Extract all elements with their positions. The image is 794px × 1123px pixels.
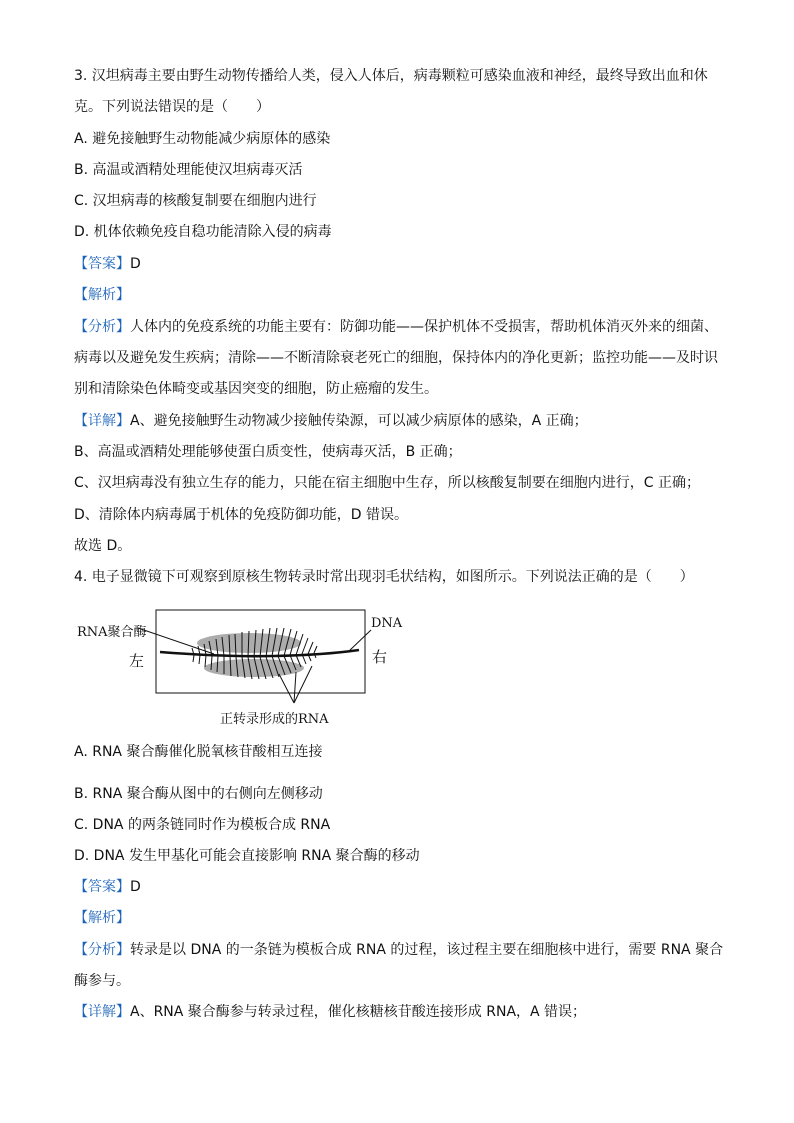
label-rna: 正转录形成的RNA — [220, 712, 329, 727]
q3-xiangjie-d: D、清除体内病毒属于机体的免疫防御功能，D 错误。 — [74, 507, 409, 523]
q4-xiangjie-a — [74, 1002, 586, 1022]
q3-stem-line1: 3. 汉坦病毒主要由野生动物传播给人类，侵入人体后，病毒颗粒可感染血液和神经，最终导致出血和休 — [74, 68, 708, 84]
answer-tag: 【答案】 — [74, 879, 130, 895]
q4-fenxi-line1 — [74, 940, 723, 960]
q3-xiangjie-b: B、高温或酒精处理能够使蛋白质变性，使病毒灭活，B 正确； — [74, 444, 462, 460]
q3-option-c: C. 汉坦病毒的核酸复制要在细胞内进行 — [74, 193, 317, 209]
q3-option-a: A. 避免接触野生动物能减少病原体的感染 — [74, 131, 331, 147]
dna-leader — [349, 630, 371, 651]
analysis-tag: 【解析】 — [74, 287, 130, 303]
analysis-tag: 【解析】 — [74, 910, 130, 926]
xiangjie-tag: 【详解】 — [74, 1004, 130, 1020]
q3-conclusion: 故选 D。 — [74, 538, 132, 554]
fenxi-tag: 【分析】 — [74, 319, 130, 335]
rna-leader-2 — [294, 672, 296, 703]
answer-value: D — [130, 879, 141, 895]
q3-answer — [74, 254, 141, 274]
q3-fenxi-line3: 别和清除染色体畸变或基因突变的细胞，防止癌瘤的发生。 — [74, 381, 438, 397]
q4-option-c: C. DNA 的两条链同时作为模板合成 RNA — [74, 817, 331, 833]
xiangjie-text: A、避免接触野生动物减少接触传染源，可以减少病原体的感染，A 正确； — [130, 413, 588, 429]
label-dna: DNA — [371, 616, 403, 631]
fenxi-text: 转录是以 DNA 的一条链为模板合成 RNA 的过程，该过程主要在细胞核中进行，需要 RNA 聚合 — [130, 942, 724, 958]
q3-xiangjie-a — [74, 411, 588, 431]
transcription-figure — [74, 608, 404, 728]
label-rna-polymerase: RNA聚合酶 — [77, 625, 147, 640]
fenxi-text: 人体内的免疫系统的功能主要有：防御功能——保护机体不受损害，帮助机体消灭外来的细菌、 — [130, 319, 718, 335]
q4-answer — [74, 877, 141, 897]
q3-fenxi-line2: 病毒以及避免发生疾病；清除——不断清除衰老死亡的细胞，保持体内的净化更新；监控功能——及时识 — [74, 350, 718, 366]
xiangjie-text: A、RNA 聚合酶参与转录过程，催化核糖核苷酸连接形成 RNA，A 错误； — [130, 1004, 587, 1020]
q4-analysis-tag — [74, 908, 130, 928]
q3-analysis-tag — [74, 285, 130, 305]
q4-option-a: A. RNA 聚合酶催化脱氧核苷酸相互连接 — [74, 744, 323, 760]
q3-option-d: D. 机体依赖免疫自稳功能清除入侵的病毒 — [74, 224, 332, 240]
rna-leader-1 — [279, 674, 294, 703]
q3-xiangjie-c: C、汉坦病毒没有独立生存的能力，只能在宿主细胞中生存，所以核酸复制要在细胞内进行，C 正确； — [74, 475, 700, 491]
q3-fenxi-line1 — [74, 317, 718, 337]
q3-option-b: B. 高温或酒精处理能使汉坦病毒灭活 — [74, 162, 303, 178]
q4-fenxi-line2: 酶参与。 — [74, 973, 130, 989]
label-left: 左 — [129, 652, 145, 670]
q4-option-b: B. RNA 聚合酶从图中的右侧向左侧移动 — [74, 786, 323, 802]
q3-stem-line2: 克。下列说法错误的是（ ） — [74, 99, 270, 115]
fenxi-tag: 【分析】 — [74, 942, 130, 958]
label-right: 右 — [372, 648, 388, 666]
q4-option-d: D. DNA 发生甲基化可能会直接影响 RNA 聚合酶的移动 — [74, 848, 420, 864]
answer-tag: 【答案】 — [74, 256, 130, 272]
answer-value: D — [130, 256, 141, 272]
q4-stem: 4. 电子显微镜下可观察到原核生物转录时常出现羽毛状结构，如图所示。下列说法正确的是（ ） — [74, 569, 694, 585]
xiangjie-tag: 【详解】 — [74, 413, 130, 429]
